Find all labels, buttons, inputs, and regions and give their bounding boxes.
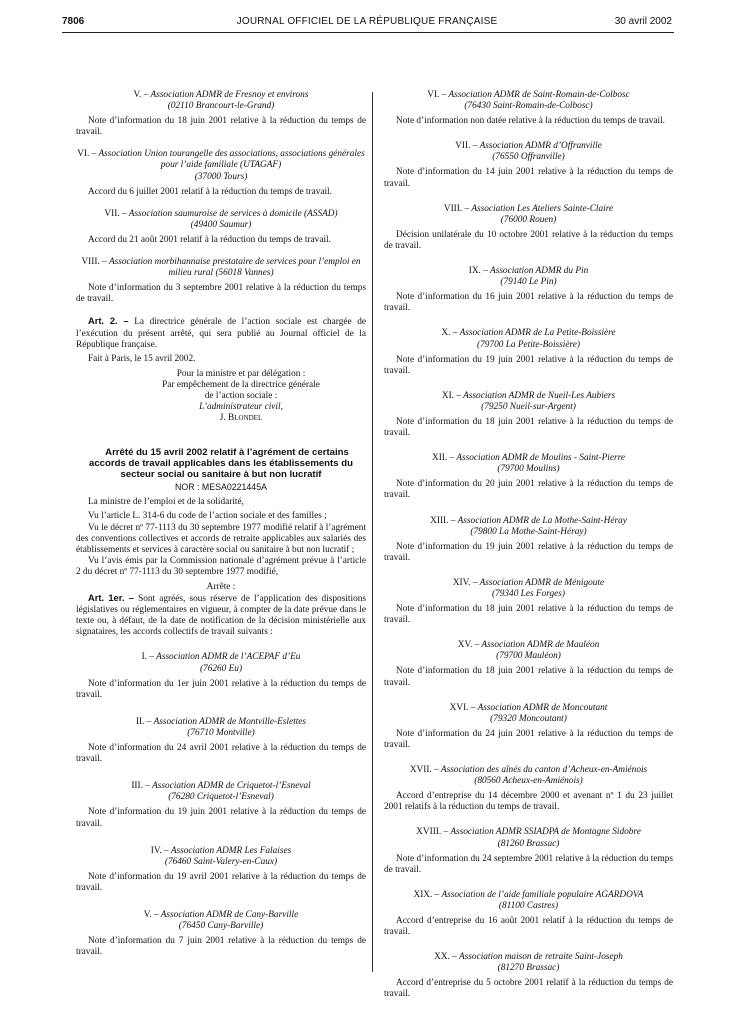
association-entry [384,141,673,189]
association-name: Association ADMR d’Offranville [479,141,602,152]
association-heading [384,827,673,838]
association-entry [384,453,673,501]
entry-text: Note d’information du 19 juin 2001 relative à la réduction du temps de travail. [384,541,673,563]
entry-number: II. – [135,716,152,727]
association-name: Association ADMR de Montville-Eslettes [153,716,307,727]
association-heading [76,90,366,101]
association-heading [384,640,673,651]
association-heading [384,703,673,714]
association-name: Association de l’aide familiale populaire AGARDOVA [441,889,644,900]
page-header [62,12,672,32]
intro-line: La ministre de l’emploi et de la solidarité, [88,497,244,508]
association-name: Association ADMR de Criquetot-l’Esneval [152,781,311,792]
entry-text: Note d’information du 19 juin 2001 relative à la réduction du temps de travail. [76,807,366,829]
association-heading [384,141,673,152]
association-entry [384,90,673,127]
entry-number: V. – [143,909,159,920]
association-heading [76,652,366,663]
entry-number: XIII. – [430,515,456,526]
association-name: Association ADMR de Saint-Romain-de-Colbosc [448,90,630,100]
association-heading [384,328,673,339]
entry-text: Note d’information du 14 juin 2001 relative à la réduction du temps de travail. [384,167,673,189]
association-entry [384,578,673,626]
association-entry [76,846,366,894]
association-place: (02110 Brancourt-le-Grand) [167,101,275,112]
entry-number: XIV. – [452,577,478,588]
decree-title: Arrêté du 15 avril 2002 relatif à l’agrément de certains accords de travail applicables dans les établissements du secteur social ou sanitaire à but non lucratif [89,447,353,481]
association-name: Association saumuroise de services à domicile (ASSAD) [128,208,338,219]
association-entry [384,328,673,376]
association-name: Association ADMR de La Mothe-Saint-Héray [457,515,627,526]
right-sections [384,90,673,1001]
entry-text: Note d’information du 18 juin 2001 relative à la réduction du temps de travail. [384,416,673,439]
association-name: Association ADMR de l’ACEPAF d’Eu [156,652,301,663]
entry-number: I. – [141,652,154,663]
association-name: Association ADMR de Cany-Barville [160,909,299,920]
signature-block [116,369,366,424]
association-name: Association ADMR du Pin [490,266,589,277]
association-heading [76,781,366,792]
right-column [384,90,673,1015]
entry-text: Note d’information du 24 septembre 2001 relative à la réduction du temps de travail. [384,853,673,875]
entry-text: Note d’information du 24 avril 2001 relative à la réduction du temps de travail. [76,743,366,765]
association-entry [384,266,673,314]
entry-number: XV. – [457,640,480,651]
association-entry [76,90,366,138]
header-rule [62,32,674,33]
association-name: Association maison de retraite Saint-Joseph [459,952,623,963]
issue-date: 30 avril 2002 [614,16,672,27]
association-entry [76,652,366,700]
entry-text: Note d’information du 16 juin 2001 relative à la réduction du temps de travail. [384,292,673,314]
association-place: (81260 Brassac) [497,838,560,849]
association-place: (76000 Rouen) [500,214,557,225]
association-place: (79700 La Petite-Boissière) [477,339,580,350]
arrete-label: Arrête : [206,582,236,592]
association-place: (76260 Eu) [199,663,243,674]
association-heading [384,391,673,402]
association-heading [384,952,673,963]
article-1-text: Sont agréés, sous réserve de l’application des dispositions législatives ou réglementaires en vigueur, à compter de la date prévue dans le texte ou, à défaut, de la date de notification de la décision ministérielle aux signataires, les accords collectifs de travail suivants : [76,594,366,638]
entry-number: XI. – [441,390,461,401]
association-entry [384,391,673,439]
entry-number: X. – [441,328,458,339]
article-2-label: Art. 2. – [88,316,129,327]
association-entry [76,717,366,765]
association-heading [384,516,673,527]
association-name: Association des aînés du canton d’Acheux-en-Amiénois [440,765,648,776]
intro-line: Vu l’article L. 314-6 du code de l’action sociale et des familles ; [88,511,327,522]
association-entry [384,640,673,688]
intro-line: Vu l’avis émis par la Commission nationale d’agrément prévue à l’article 2 du décret nº 77-1113 du 30 septembre 1977 modifié, [76,555,366,577]
association-heading [76,209,366,220]
entry-number: VIII. – [443,203,470,214]
association-place: (81270 Brassac) [497,963,560,974]
association-entry [384,516,673,564]
association-heading [384,578,673,589]
association-place: (81100 Castres) [498,900,559,911]
entry-number: V. – [133,90,149,100]
signature-line: Par empêchement de la directrice générale [162,379,320,390]
association-place: (79340 Les Forges) [492,589,565,599]
signature-line: J. Blondel [219,413,263,424]
association-entry [384,204,673,252]
article-2-text: La directrice générale de l’action sociale est chargée de l’exécution du présent arrêté, qui sera publié au Journal officiel de la République française. [76,317,366,350]
association-name: Association ADMR de La Petite-Boissière [459,328,616,339]
association-heading [384,204,673,215]
entry-text: Note d’information du 18 juin 2001 relative à la réduction du temps de travail. [384,604,673,626]
nor-reference: NOR : MESA0221445A [175,482,267,493]
decree-intro [76,497,366,578]
entry-text: Note d’information du 24 juin 2001 relative à la réduction du temps de travail. [384,728,673,750]
association-place: (79250 Nueil-sur-Argent) [481,401,576,412]
journal-title: JOURNAL OFFICIEL DE LA RÉPUBLIQUE FRANÇAISE [236,16,498,27]
association-heading [76,257,366,279]
association-entry [384,890,673,938]
entry-number: VII. – [104,208,127,219]
association-name: Association ADMR Les Falaises [170,845,292,856]
entry-number: VI. – [427,90,447,100]
entry-number: VII. – [455,141,478,152]
entry-number: IV. – [150,845,169,856]
article-1 [76,593,366,638]
entry-text: Accord du 21 août 2001 relatif à la réduction du temps de travail. [88,234,331,245]
association-heading [384,890,673,901]
association-entry [76,910,366,958]
fait-a-paris: Fait à Paris, le 15 avril 2002. [88,353,196,364]
entry-number: XVIII. – [416,827,449,838]
association-name: Association ADMR de Moncoutant [477,702,608,713]
column-divider [372,92,373,972]
entry-number: IX. – [468,266,488,277]
association-place: (76280 Criquetot-l’Esneval) [168,792,274,803]
association-place: (79700 Mauléon) [496,651,561,662]
page-number: 7806 [62,16,85,27]
entry-text: Note d’information du 3 septembre 2001 relative à la réduction du temps de travail. [76,283,366,305]
association-place: (76450 Cany-Barville) [178,921,264,932]
association-entry [384,765,673,813]
association-name: Association ADMR de Fresnoy et environs [150,90,309,100]
entry-text: Note d’information du 1er juin 2001 relative à la réduction du temps de travail. [76,678,366,700]
association-name: Association ADMR de Nueil-Les Aubiers [463,390,616,401]
association-heading [76,149,366,171]
entry-number: XIX. – [413,889,440,900]
entry-text: Note d’information non datée relative à la réduction du temps de travail. [396,116,665,127]
association-entry [76,149,366,197]
association-entry [384,827,673,875]
entry-text: Note d’information du 7 juin 2001 relative à la réduction du temps de travail. [76,936,366,958]
signature-line: Pour la ministre et par délégation : [176,368,306,379]
association-name: Association ADMR de Moulins - Saint-Pierre [456,453,625,464]
entry-text: Accord d’entreprise du 5 octobre 2001 relatif à la réduction du temps de travail. [384,978,673,1000]
entry-number: XVII. – [409,765,439,776]
left-column [76,90,366,974]
association-place: (79700 Moulins) [497,464,560,475]
intro-line: Vu le décret nº 77-1113 du 30 septembre 1977 modifié relatif à l’agrément des conventions collectives et accords de retraite applicables aux salariés des établissements et services à caractère social ou sanitaire à but non lucratif ; [76,522,366,555]
association-place: (76550 Offranville) [492,152,565,163]
association-heading [384,90,673,101]
entry-number: VIII. – [81,257,107,268]
entry-text: Note d’information du 18 juin 2001 relative à la réduction du temps de travail. [76,116,366,138]
entry-number: XVI. – [449,702,476,713]
left-sections-part2 [76,652,366,958]
entry-text: Accord d’entreprise du 16 août 2001 relatif à la réduction du temps de travail. [384,915,673,938]
entry-text: Accord d’entreprise du 14 décembre 2000 et avenant nº 1 du 23 juillet 2001 relatifs à la réduction du temps de travail. [384,791,673,813]
association-name: Association Les Ateliers Sainte-Claire [471,203,614,214]
association-heading [384,266,673,277]
association-place: (76710 Montville) [187,727,255,738]
article-2 [76,316,366,350]
association-place: (79800 La Mothe-Saint-Héray) [470,526,587,537]
article-1-label: Art. 1er. – [88,593,134,604]
association-entry [384,703,673,751]
entry-number: III. – [131,781,150,792]
signature-line: L’administrateur civil, [199,402,283,413]
association-place: (37000 Tours) [194,171,248,182]
entry-text: Note d’information du 19 avril 2001 relative à la réduction du temps de travail. [76,871,366,893]
entry-text: Note d’information du 18 juin 2001 relative à la réduction du temps de travail. [384,666,673,688]
association-name: Association morbihannaise prestataire de services pour l’emploi en milieu rural (56018 Vannes) [108,257,361,279]
entry-text: Note d’information du 19 juin 2001 relative à la réduction du temps de travail. [384,354,673,376]
association-heading [76,846,366,857]
association-heading [76,910,366,921]
association-entry [384,952,673,1000]
association-entry [76,781,366,829]
signature-line: de l’action sociale : [204,390,278,401]
association-heading [384,765,673,776]
entry-number: XII. – [432,453,455,464]
left-sections-part1 [76,90,366,305]
association-name: Association ADMR SSIADPA de Montagne Sidobre [450,827,641,838]
association-heading [384,453,673,464]
association-place: (76460 Saint-Valery-en-Caux) [164,856,278,867]
entry-text: Accord du 6 juillet 2001 relatif à la réduction du temps de travail. [88,186,332,197]
association-place: (80560 Acheux-en-Amiénois) [474,776,583,787]
entry-text: Note d’information du 20 juin 2001 relative à la réduction du temps de travail. [384,479,673,501]
association-entry [76,209,366,246]
association-entry [76,257,366,305]
entry-number: XX. – [434,952,457,963]
association-place: (79140 Le Pin) [500,277,557,288]
association-place: (76430 Saint-Romain-de-Colbosc) [464,101,593,112]
entry-number: VI. – [77,149,97,160]
association-name: Association ADMR de Mauléon [481,640,600,651]
association-heading [76,717,366,728]
association-name: Association Union tourangelle des associations, associations générales pour l’aide familiale (UTAGAF) [98,149,365,171]
association-place: (79320 Moncoutant) [490,713,567,724]
entry-text: Décision unilatérale du 10 octobre 2001 relative à la réduction du temps de travail. [384,229,673,251]
association-place: (49400 Saumur) [190,219,252,230]
association-name: Association ADMR de Ménigoute [479,577,605,588]
